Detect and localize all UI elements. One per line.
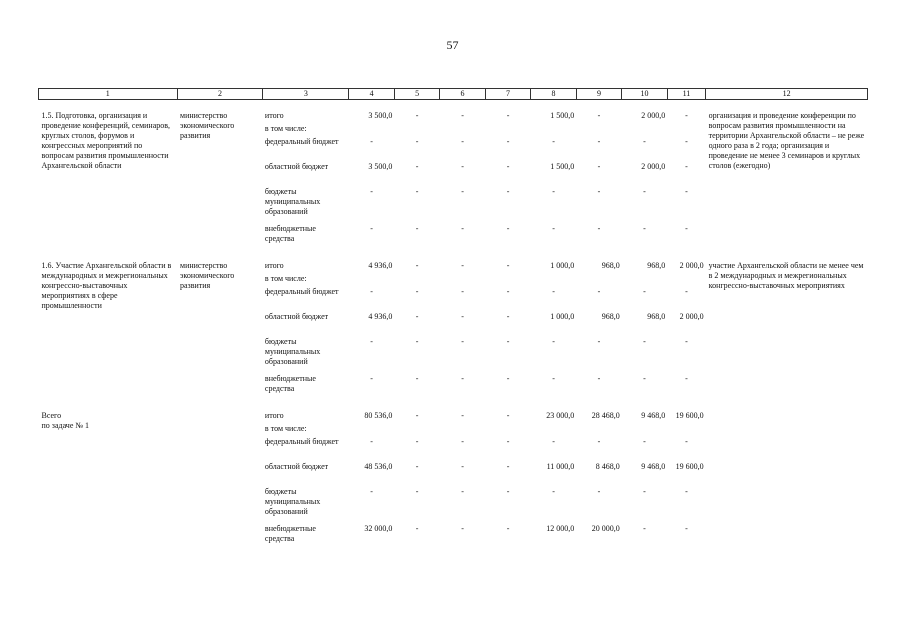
- amount-cell: 12 000,0: [546, 524, 575, 533]
- amount-cell: [576, 124, 621, 137]
- funding-source: бюджеты муниципальных образований: [264, 487, 321, 516]
- amount-cell: -: [597, 224, 601, 233]
- amount-cell: -: [461, 187, 464, 196]
- amount-cell: 3 500,0: [368, 111, 393, 120]
- amount-cell: -: [506, 462, 510, 471]
- amount-cell: [576, 274, 621, 287]
- funding-source: итого: [264, 411, 284, 420]
- amount-cell: [394, 274, 439, 287]
- amount-cell: -: [685, 137, 688, 146]
- amount-cell: [622, 274, 667, 287]
- amount-cell: -: [461, 524, 464, 533]
- amount-cell: -: [461, 462, 464, 471]
- column-header: 8: [531, 89, 576, 100]
- amount-cell: [576, 424, 621, 437]
- spacer-cell: [39, 250, 868, 261]
- amount-cell: [667, 124, 705, 137]
- amount-cell: [667, 424, 705, 437]
- amount-cell: -: [415, 374, 419, 383]
- amount-cell: -: [643, 524, 646, 533]
- amount-cell: 2 000,0: [679, 312, 704, 321]
- amount-cell: 9 468,0: [641, 462, 666, 471]
- funding-source: федеральный бюджет: [264, 437, 339, 446]
- amount-cell: -: [506, 261, 510, 270]
- executor-name: [177, 411, 263, 550]
- amount-cell: 8 468,0: [595, 462, 620, 471]
- amount-cell: -: [685, 287, 688, 296]
- spacer-cell: [39, 400, 868, 411]
- amount-cell: 20 000,0: [591, 524, 620, 533]
- amount-cell: -: [685, 187, 688, 196]
- funding-source: областной бюджет: [264, 162, 329, 171]
- amount-cell: -: [370, 137, 373, 146]
- amount-cell: -: [415, 437, 419, 446]
- column-header: 1: [39, 89, 178, 100]
- amount-cell: 23 000,0: [546, 411, 575, 420]
- amount-cell: -: [552, 374, 555, 383]
- amount-cell: 1 000,0: [550, 312, 575, 321]
- amount-cell: -: [461, 224, 464, 233]
- amount-cell: 1 500,0: [550, 162, 575, 171]
- column-header: 5: [394, 89, 439, 100]
- amount-cell: 968,0: [647, 261, 666, 270]
- column-header: 4: [349, 89, 394, 100]
- amount-cell: 3 500,0: [368, 162, 393, 171]
- block-spacer: [39, 400, 868, 411]
- amount-cell: -: [643, 287, 646, 296]
- amount-cell: -: [415, 261, 419, 270]
- amount-cell: 9 468,0: [641, 411, 666, 420]
- amount-cell: 19 600,0: [675, 462, 704, 471]
- funding-source: внебюджетные средства: [264, 224, 316, 243]
- amount-cell: -: [461, 312, 464, 321]
- amount-cell: -: [506, 187, 510, 196]
- amount-cell: -: [597, 162, 601, 171]
- funding-source: итого: [264, 111, 284, 120]
- funding-source: областной бюджет: [264, 462, 329, 471]
- column-header: 10: [622, 89, 667, 100]
- amount-cell: -: [643, 137, 646, 146]
- funding-source: внебюджетные средства: [264, 374, 316, 393]
- amount-cell: -: [506, 411, 510, 420]
- amount-cell: -: [643, 437, 646, 446]
- amount-cell: 11 000,0: [546, 462, 575, 471]
- amount-cell: 48 536,0: [364, 462, 393, 471]
- amount-cell: 19 600,0: [675, 411, 704, 420]
- amount-cell: -: [370, 437, 373, 446]
- amount-cell: [531, 424, 576, 437]
- amount-cell: -: [461, 374, 464, 383]
- table-row: [39, 261, 868, 274]
- table-row: [39, 411, 868, 424]
- amount-cell: -: [685, 437, 688, 446]
- amount-cell: -: [506, 224, 510, 233]
- amount-cell: 2 000,0: [641, 162, 666, 171]
- amount-cell: [440, 124, 485, 137]
- funding-source: бюджеты муниципальных образований: [264, 337, 321, 366]
- amount-cell: -: [461, 261, 464, 270]
- column-header: 9: [576, 89, 621, 100]
- column-header: 11: [667, 89, 705, 100]
- expected-result: участие Архангельской области не менее чем в 2 международных и межрегиональных конгрессно-выставочных мероприятиях: [708, 261, 864, 290]
- executor-name: министерство экономического развития: [180, 111, 235, 140]
- amount-cell: 968,0: [647, 312, 666, 321]
- amount-cell: -: [643, 337, 646, 346]
- amount-cell: 4 936,0: [368, 261, 393, 270]
- amount-cell: -: [415, 312, 419, 321]
- table-body: [39, 100, 868, 551]
- amount-cell: -: [685, 374, 688, 383]
- amount-cell: -: [415, 111, 419, 120]
- amount-cell: -: [597, 111, 601, 120]
- funding-source: в том числе:: [264, 124, 307, 133]
- amount-cell: 32 000,0: [364, 524, 393, 533]
- amount-cell: -: [552, 187, 555, 196]
- amount-cell: 1 500,0: [550, 111, 575, 120]
- amount-cell: -: [461, 487, 464, 496]
- amount-cell: -: [685, 524, 688, 533]
- measure-name: 1.6. Участие Архангельской области в международных и межрегиональных конгрессно-выставочных мероприятиях в сфере промышленности: [41, 261, 172, 310]
- amount-cell: -: [643, 187, 646, 196]
- table-row: [39, 111, 868, 124]
- amount-cell: -: [506, 111, 510, 120]
- amount-cell: -: [597, 487, 601, 496]
- amount-cell: -: [685, 337, 688, 346]
- amount-cell: -: [461, 337, 464, 346]
- amount-cell: [531, 124, 576, 137]
- amount-cell: -: [415, 187, 419, 196]
- amount-cell: -: [506, 374, 510, 383]
- amount-cell: [440, 424, 485, 437]
- amount-cell: 2 000,0: [641, 111, 666, 120]
- amount-cell: [485, 124, 530, 137]
- executor-name: министерство экономического развития: [180, 261, 235, 290]
- amount-cell: -: [370, 287, 373, 296]
- amount-cell: [485, 274, 530, 287]
- funding-source: бюджеты муниципальных образований: [264, 187, 321, 216]
- funding-source: федеральный бюджет: [264, 137, 339, 146]
- spacer-cell: [39, 100, 868, 112]
- amount-cell: -: [370, 337, 373, 346]
- amount-cell: [531, 274, 576, 287]
- amount-cell: -: [552, 337, 555, 346]
- amount-cell: -: [506, 337, 510, 346]
- amount-cell: -: [415, 462, 419, 471]
- amount-cell: -: [506, 287, 510, 296]
- amount-cell: [394, 124, 439, 137]
- amount-cell: -: [597, 337, 601, 346]
- amount-cell: 4 936,0: [368, 312, 393, 321]
- column-header: 2: [177, 89, 263, 100]
- amount-cell: 968,0: [601, 261, 620, 270]
- amount-cell: -: [415, 524, 419, 533]
- amount-cell: -: [597, 187, 601, 196]
- amount-cell: [349, 274, 394, 287]
- amount-cell: -: [415, 137, 419, 146]
- amount-cell: [394, 424, 439, 437]
- amount-cell: -: [415, 287, 419, 296]
- amount-cell: -: [643, 374, 646, 383]
- table-header: [39, 89, 868, 100]
- funding-source: в том числе:: [264, 424, 307, 433]
- amount-cell: -: [415, 162, 419, 171]
- amount-cell: -: [461, 162, 464, 171]
- amount-cell: -: [461, 437, 464, 446]
- amount-cell: -: [643, 224, 646, 233]
- amount-cell: -: [552, 287, 555, 296]
- amount-cell: -: [415, 224, 419, 233]
- amount-cell: -: [461, 287, 464, 296]
- column-header: 12: [706, 89, 868, 100]
- amount-cell: -: [552, 487, 555, 496]
- budget-table: [38, 88, 868, 550]
- amount-cell: -: [643, 487, 646, 496]
- amount-cell: 968,0: [601, 312, 620, 321]
- measure-name: 1.5. Подготовка, организация и проведение конференций, семинаров, круглых столов, форумов и конгрессных мероприятий по вопросам развития промышленности Архангельской области: [41, 111, 171, 170]
- amount-cell: -: [461, 411, 464, 420]
- amount-cell: -: [506, 487, 510, 496]
- amount-cell: -: [685, 224, 688, 233]
- funding-source: областной бюджет: [264, 312, 329, 321]
- amount-cell: -: [461, 111, 464, 120]
- amount-cell: -: [506, 524, 510, 533]
- amount-cell: -: [415, 487, 419, 496]
- amount-cell: -: [552, 437, 555, 446]
- funding-source: итого: [264, 261, 284, 270]
- funding-source: в том числе:: [264, 274, 307, 283]
- amount-cell: -: [461, 137, 464, 146]
- amount-cell: 1 000,0: [550, 261, 575, 270]
- column-header: 6: [440, 89, 485, 100]
- expected-result: [706, 411, 868, 550]
- amount-cell: -: [597, 137, 601, 146]
- measure-name: Всего по задаче № 1: [41, 411, 89, 430]
- column-header: 3: [263, 89, 349, 100]
- amount-cell: 28 468,0: [591, 411, 620, 420]
- amount-cell: -: [506, 162, 510, 171]
- amount-cell: -: [552, 137, 555, 146]
- amount-cell: -: [552, 224, 555, 233]
- amount-cell: [485, 424, 530, 437]
- amount-cell: -: [597, 437, 601, 446]
- amount-cell: [622, 424, 667, 437]
- amount-cell: -: [685, 162, 688, 171]
- amount-cell: -: [685, 111, 688, 120]
- amount-cell: -: [597, 287, 601, 296]
- block-spacer: [39, 250, 868, 261]
- amount-cell: -: [370, 487, 373, 496]
- amount-cell: -: [685, 487, 688, 496]
- page-number: 57: [446, 38, 459, 52]
- amount-cell: 2 000,0: [679, 261, 704, 270]
- amount-cell: -: [415, 411, 419, 420]
- amount-cell: -: [506, 437, 510, 446]
- block-spacer: [39, 100, 868, 112]
- amount-cell: -: [415, 337, 419, 346]
- amount-cell: -: [506, 312, 510, 321]
- amount-cell: [440, 274, 485, 287]
- amount-cell: -: [370, 187, 373, 196]
- column-header: 7: [485, 89, 530, 100]
- amount-cell: [667, 274, 705, 287]
- amount-cell: -: [506, 137, 510, 146]
- amount-cell: -: [370, 224, 373, 233]
- funding-source: внебюджетные средства: [264, 524, 316, 543]
- amount-cell: -: [597, 374, 601, 383]
- amount-cell: [622, 124, 667, 137]
- funding-source: федеральный бюджет: [264, 287, 339, 296]
- amount-cell: [349, 124, 394, 137]
- amount-cell: -: [370, 374, 373, 383]
- expected-result: организация и проведение конференции по вопросам развития промышленности на территории Архангельской области – не реже одного раза в 2 года; организация и проведение не менее 3 семинаров и круглых столов (ежегодно): [708, 111, 865, 170]
- amount-cell: 80 536,0: [364, 411, 393, 420]
- amount-cell: [349, 424, 394, 437]
